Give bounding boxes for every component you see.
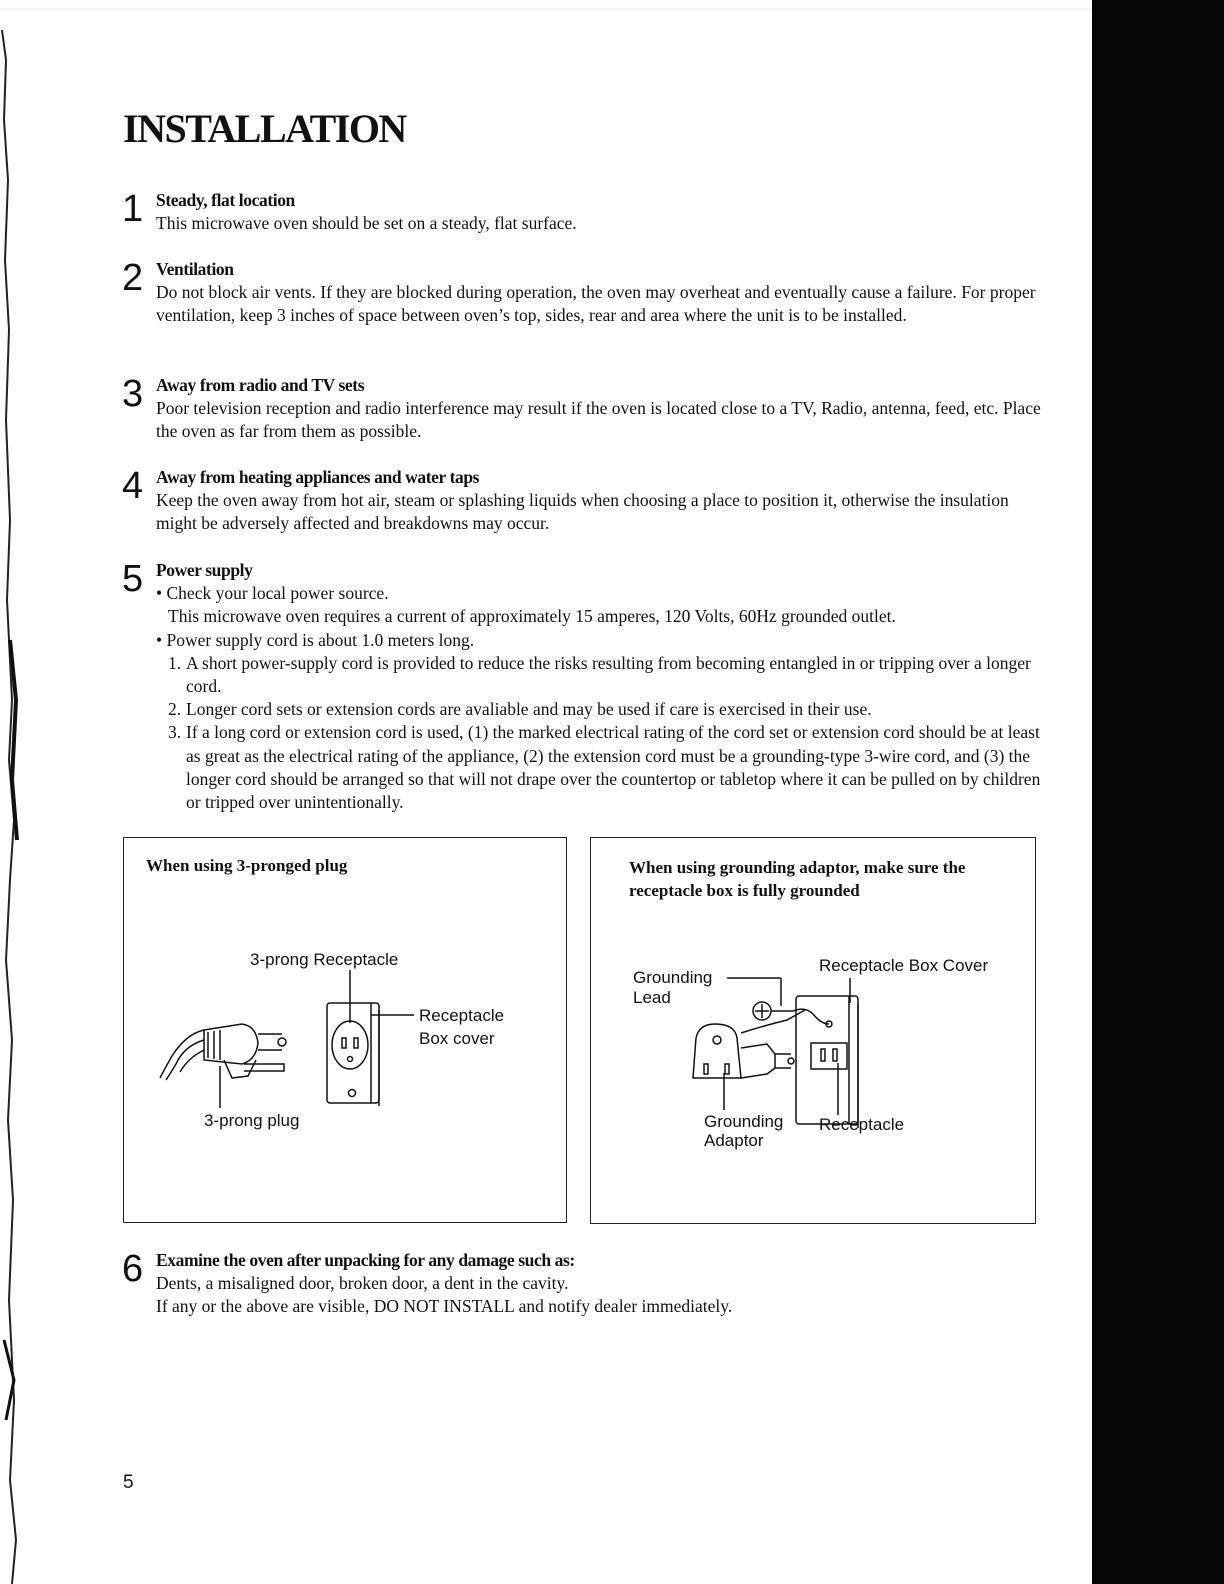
- section-ventilation: [120, 258, 1050, 328]
- section-text: Do not block air vents. If they are blocked during operation, the oven may overheat and eventually cause a failure. For proper ventilation, keep 3 inches of space between oven’s top, sides, rear and area where the unit is to be installed.: [156, 282, 1036, 326]
- section-number: 1: [122, 188, 144, 230]
- scan-left-edge: [0, 0, 22, 1584]
- adaptor-receptacle-illustration: [591, 838, 1035, 1223]
- cord-notes-list: [156, 652, 1055, 814]
- plug-receptacle-illustration: [124, 838, 566, 1222]
- label-receptacle-box-cover: Receptacle Box Cover: [819, 956, 989, 975]
- diagram-title: When using grounding adaptor, make sure the receptacle box is fully grounded: [629, 858, 966, 900]
- label-receptacle-box-cover-1: Receptacle: [419, 1006, 505, 1025]
- section-steady-location: [120, 189, 1050, 235]
- section-heading: Away from radio and TV sets: [156, 375, 365, 395]
- label-3-prong-receptacle: 3-prong Receptacle: [250, 950, 399, 969]
- diagram-grounding-adaptor: [590, 837, 1036, 1224]
- section-radio-tv: [120, 374, 1050, 444]
- scan-right-edge: [1092, 0, 1224, 1584]
- section-heading: Away from heating appliances and water taps: [156, 467, 480, 487]
- bullet-cord-length: • Power supply cord is about 1.0 meters long.: [156, 629, 475, 650]
- bullet-power-requirements: This microwave oven requires a current of approximately 15 amperes, 120 Volts, 60Hz grounded outlet.: [168, 606, 896, 627]
- section-text: Dents, a misaligned door, broken door, a dent in the cavity.: [156, 1273, 569, 1294]
- label-grounding-adaptor-1: Grounding: [704, 1112, 784, 1131]
- section-power-supply: [120, 559, 1055, 814]
- section-number: 3: [122, 373, 144, 415]
- section-text: Keep the oven away from hot air, steam or splashing liquids when choosing a place to position it, otherwise the insulation might be adversely affected and breakdowns may occur.: [156, 490, 1009, 534]
- label-receptacle-box-cover-2: Box cover: [419, 1029, 495, 1048]
- label-receptacle: Receptacle: [819, 1115, 905, 1134]
- section-text-warning: If any or the above are visible, DO NOT INSTALL and notify dealer immediately.: [156, 1296, 733, 1317]
- list-item: 3. If a long cord or extension cord is used, (1) the marked electrical rating of the cord set or extension cord should be at least as great as the electrical rating of the appliance, (2) the extension cord must be a grounding-type 3-wire cord, and (3) the longer cord should be arranged so that will not drape over the countertop or tabletop where it can be pulled on by children or tripped over unintentionally.: [168, 722, 1041, 813]
- label-grounding-adaptor-2: Adaptor: [704, 1131, 764, 1150]
- list-item: 2. Longer cord sets or extension cords are avaliable and may be used if care is exercised in their use.: [168, 699, 872, 720]
- page-title: INSTALLATION: [123, 106, 406, 151]
- diagram-title: When using 3-pronged plug: [146, 856, 348, 875]
- section-text: This microwave oven should be set on a steady, flat surface.: [156, 213, 577, 234]
- list-item: 1. A short power-supply cord is provided to reduce the risks resulting from becoming entangled in or tripping over a longer cord.: [168, 652, 1031, 697]
- section-heading: Steady, flat location: [156, 190, 295, 210]
- section-number: 2: [122, 257, 144, 299]
- label-grounding-lead-1: Grounding: [633, 968, 713, 987]
- diagram-3-prong-plug: [123, 837, 567, 1223]
- scan-top-edge: [0, 0, 1092, 10]
- label-3-prong-plug: 3-prong plug: [204, 1111, 300, 1130]
- section-number: 6: [122, 1248, 144, 1290]
- section-heading: Examine the oven after unpacking for any damage such as:: [156, 1250, 575, 1270]
- section-examine-oven: [120, 1249, 1050, 1319]
- page-number: 5: [123, 1472, 134, 1493]
- section-heading: Ventilation: [156, 259, 234, 279]
- label-grounding-lead-2: Lead: [633, 988, 671, 1007]
- bullet-check-power: • Check your local power source.: [156, 583, 389, 604]
- section-heading: Power supply: [156, 560, 253, 580]
- section-text: Poor television reception and radio interference may result if the oven is located close to a TV, Radio, antenna, feed, etc. Place the oven as far from them as possible.: [156, 398, 1041, 442]
- section-heating-appliances: [120, 466, 1050, 536]
- section-number: 5: [122, 558, 144, 600]
- section-number: 4: [122, 465, 144, 507]
